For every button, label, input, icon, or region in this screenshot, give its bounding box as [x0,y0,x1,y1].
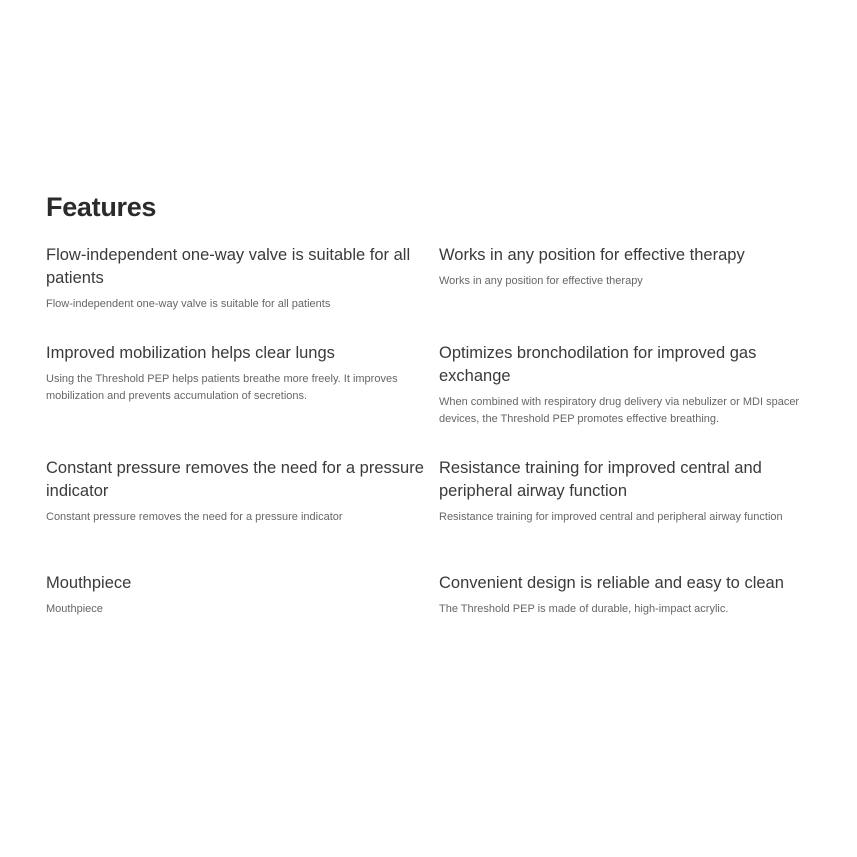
feature-item [46,572,426,618]
feature-description: Works in any position for effective therapy [439,275,643,287]
feature-description: The Threshold PEP is made of durable, high-impact acrylic. [439,603,729,615]
feature-heading: Constant pressure removes the need for a pressure indicator [46,459,424,500]
feature-heading: Convenient design is reliable and easy to clean [439,574,784,592]
features-section [46,190,816,615]
feature-heading: Flow-independent one-way valve is suitable for all patients [46,246,411,287]
feature-item [46,244,426,313]
section-title: Features [46,192,157,222]
feature-heading: Resistance training for improved central and peripheral airway function [439,459,762,500]
feature-description: When combined with respiratory drug delivery via nebulizer or MDI spacer devices, the Threshold PEP promotes effective breathing. [439,396,800,425]
feature-item [46,457,426,526]
feature-description: Constant pressure removes the need for a pressure indicator [46,511,343,523]
feature-description: Using the Threshold PEP helps patients breathe more freely. It improves mobilization and prevents accumulation of secretions. [46,373,398,402]
feature-item [439,457,819,526]
feature-item [439,342,819,428]
feature-item [439,244,819,290]
feature-description: Flow-independent one-way valve is suitable for all patients [46,298,331,310]
feature-heading: Improved mobilization helps clear lungs [46,344,335,362]
feature-item [46,342,426,405]
feature-heading: Optimizes bronchodilation for improved gas exchange [439,344,757,385]
feature-description: Resistance training for improved central and peripheral airway function [439,511,783,523]
feature-item [439,572,819,618]
feature-heading: Mouthpiece [46,574,132,592]
feature-heading: Works in any position for effective therapy [439,246,745,264]
feature-description: Mouthpiece [46,603,103,615]
